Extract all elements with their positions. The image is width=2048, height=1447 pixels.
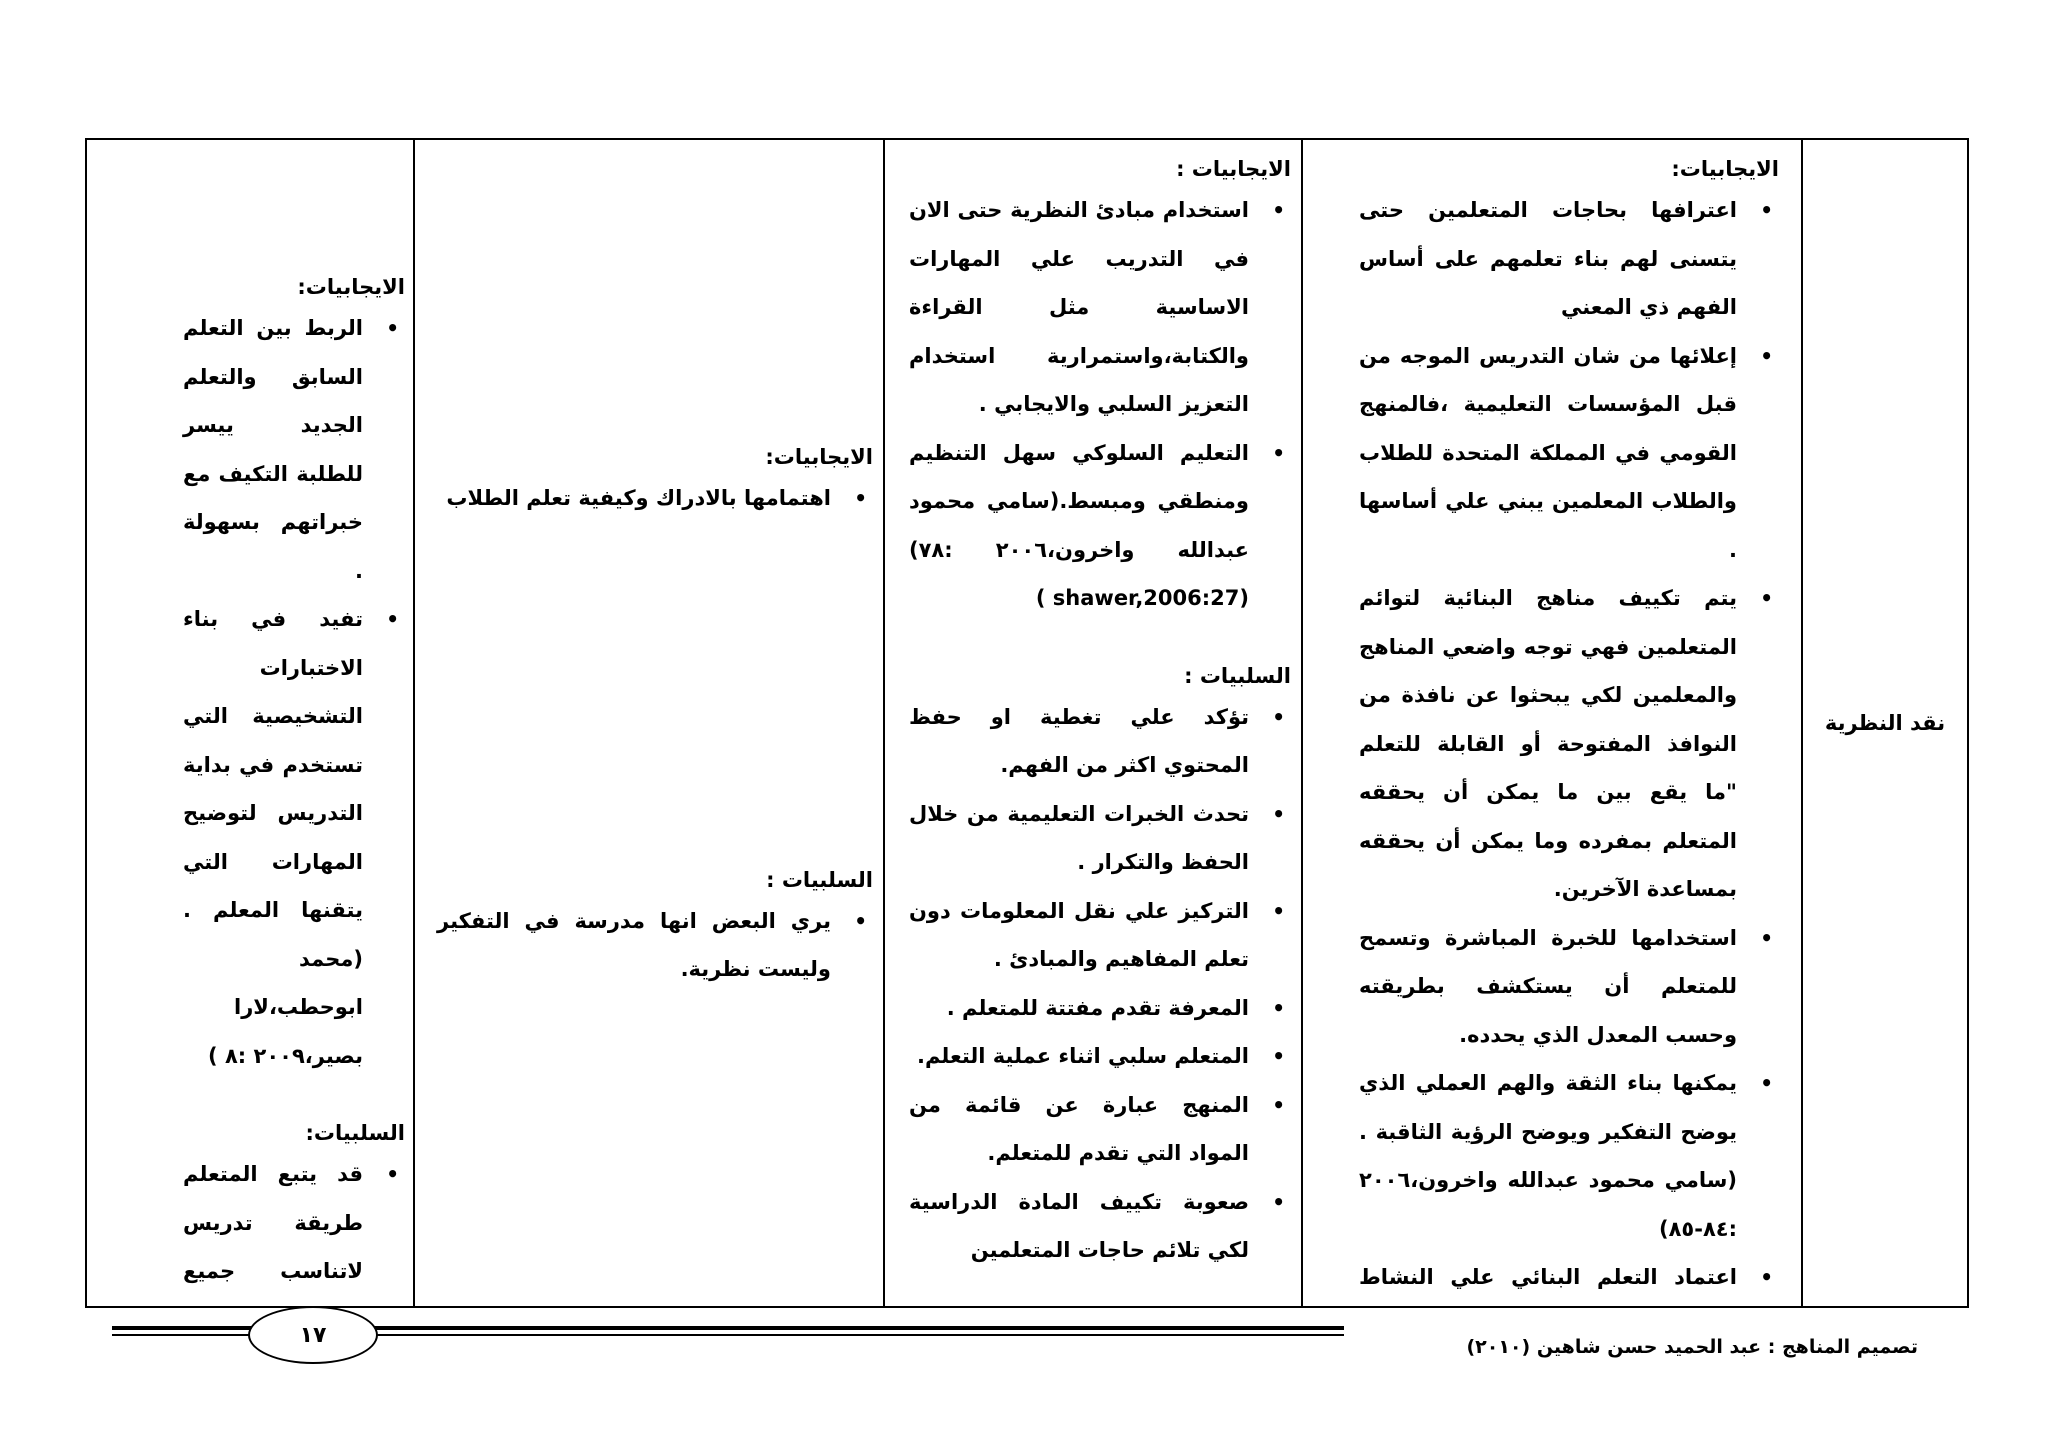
column-divider (413, 140, 415, 1306)
bullet-icon: • (1760, 198, 1773, 222)
row-title: نقد النظرية (1824, 711, 1946, 735)
list-item: • استخدام مبادئ النظرية حتى الان في التدريب علي المهارات الاساسية مثل القراءة والكتابة،واستمرارية استخدام التعزيز السلبي والايجابي . (909, 186, 1291, 429)
constructivism-column (1319, 140, 1789, 1306)
list-item: • تفيد في بناء الاختبارات التشخيصية التي تستخدم في بداية التدريس لتوضيح المهارات التي يتقنها المعلم .(محمد ابوحطب،لارا بصير،٢٠٠٩ :٨ ) (183, 595, 405, 1080)
list-item: • يري البعض انها مدرسة في التفكير وليست نظرية. (437, 897, 873, 994)
meaningful-learning-column (87, 140, 413, 1306)
list-item: • قد يتبع المتعلم طريقة تدريس لاتناسب جميع (183, 1150, 405, 1306)
list-item: • الربط بين التعلم السابق والتعلم الجديد ييسر للطلبة التكيف مع خبراتهم بسهولة . (183, 304, 405, 595)
bullet-icon: • (1272, 1189, 1285, 1214)
bullet-icon: • (1272, 995, 1285, 1020)
list-item: • يمكنها بناء الثقة والهم العملي الذي يوضح التفكير ويوضح الرؤية الثاقبة .(سامي محمود عبدالله واخرون،٢٠٠٦ :٨٤-٨٥) (1359, 1059, 1779, 1253)
behaviorism-column (899, 140, 1299, 1306)
bullet-icon: • (1272, 198, 1285, 222)
bullet-icon: • (1760, 1265, 1773, 1289)
list-item: • المعرفة تقدم مفتتة للمتعلم . (909, 984, 1291, 1033)
column-divider (883, 140, 885, 1306)
footer-credit: تصميم المناهج : عبد الحميد حسن شاهين (٢٠١٠) (1466, 1336, 1918, 1358)
spacer (437, 523, 873, 863)
bullet-icon: • (854, 486, 867, 510)
list-item: • اعترافها بحاجات المتعلمين حتى يتسنى لهم بناء تعلمهم على أساس الفهم ذي المعني (1359, 186, 1779, 332)
bullet-icon: • (386, 1162, 399, 1186)
col4-negatives-list (183, 1150, 405, 1306)
bullet-icon: • (1272, 440, 1285, 465)
col3-negatives-heading: السلبيات : (766, 867, 873, 892)
row-title-cell (1803, 140, 1967, 1306)
list-item: • التركيز علي نقل المعلومات دون تعلم المفاهيم والمبادئ . (909, 887, 1291, 984)
bullet-icon: • (1760, 343, 1773, 368)
bullet-icon: • (854, 908, 867, 933)
list-item: • المنهج عبارة عن قائمة من المواد التي تقدم للمتعلم. (909, 1081, 1291, 1178)
bullet-icon: • (1760, 586, 1773, 610)
list-item: • تحدث الخبرات التعليمية من خلال الحفظ والتكرار . (909, 790, 1291, 887)
cognitivism-column (429, 140, 881, 1306)
bullet-icon: • (1272, 1092, 1285, 1117)
bullet-icon: • (1272, 801, 1285, 826)
page-number: ١٧ (299, 1322, 327, 1348)
list-item: • المتعلم سلبي اثناء عملية التعلم. (909, 1032, 1291, 1081)
bullet-icon: • (386, 316, 399, 340)
col1-positives-heading: الايجابيات: (1671, 157, 1779, 181)
col2-positives-heading: الايجابيات : (1176, 157, 1291, 181)
bullet-icon: • (1272, 898, 1285, 923)
col4-positives-heading: الايجابيات: (297, 275, 405, 299)
col4-negatives-heading: السلبيات: (305, 1121, 405, 1145)
col3-negatives-list (437, 897, 873, 994)
bullet-icon: • (1272, 704, 1285, 729)
list-item: • التعليم السلوكي سهل التنظيم ومنطقي ومبسط.(سامي محمود عبدالله واخرون،٢٠٠٦ :٧٨) (shawer,2006:27 ) (909, 429, 1291, 623)
col2-positives-list (909, 186, 1291, 623)
col2-negatives-list (909, 693, 1291, 1275)
col3-positives-heading: الايجابيات: (765, 445, 873, 469)
criticism-table (85, 138, 1969, 1308)
bullet-icon: • (1760, 925, 1773, 950)
list-item: • تؤكد علي تغطية او حفظ المحتوي اكثر من الفهم. (909, 693, 1291, 790)
list-item: • يتم تكييف مناهج البنائية لتوائم المتعلمين فهي توجه واضعي المناهج والمعلمين لكي يبحثوا عن نافذة من النوافذ المفتوحة أو القابلة للتعلم "ما يقع بين ما يمكن أن يحققه المتعلم بمفرده وما يمكن أن يحققه بمساعدة الآخرين. (1359, 574, 1779, 914)
col2-negatives-heading: السلبيات : (1184, 663, 1291, 688)
list-item: • إعلائها من شان التدريس الموجه من قبل المؤسسات التعليمية ،فالمنهج القومي في المملكة المتحدة للطلاب والطلاب المعلمين يبني علي أساسها . (1359, 332, 1779, 575)
list-item: • اهتمامها بالادراك وكيفية تعلم الطلاب (437, 474, 873, 523)
bullet-icon: • (1760, 1071, 1773, 1095)
column-divider (1301, 140, 1303, 1306)
list-item: • صعوبة تكييف المادة الدراسية لكي تلائم حاجات المتعلمين (909, 1178, 1291, 1275)
bullet-icon: • (386, 607, 399, 631)
spacer (183, 1080, 405, 1116)
page-number-oval (248, 1306, 378, 1364)
list-item: • استخدامها للخبرة المباشرة وتسمح للمتعلم أن يستكشف بطريقته وحسب المعدل الذي يحدده. (1359, 914, 1779, 1060)
col4-positives-list (183, 304, 405, 1080)
list-item: • اعتماد التعلم البنائي علي النشاط (1359, 1253, 1779, 1306)
spacer (909, 623, 1291, 659)
col3-positives-list (437, 474, 873, 523)
bullet-icon: • (1272, 1044, 1285, 1068)
col1-positives-list (1359, 186, 1779, 1306)
